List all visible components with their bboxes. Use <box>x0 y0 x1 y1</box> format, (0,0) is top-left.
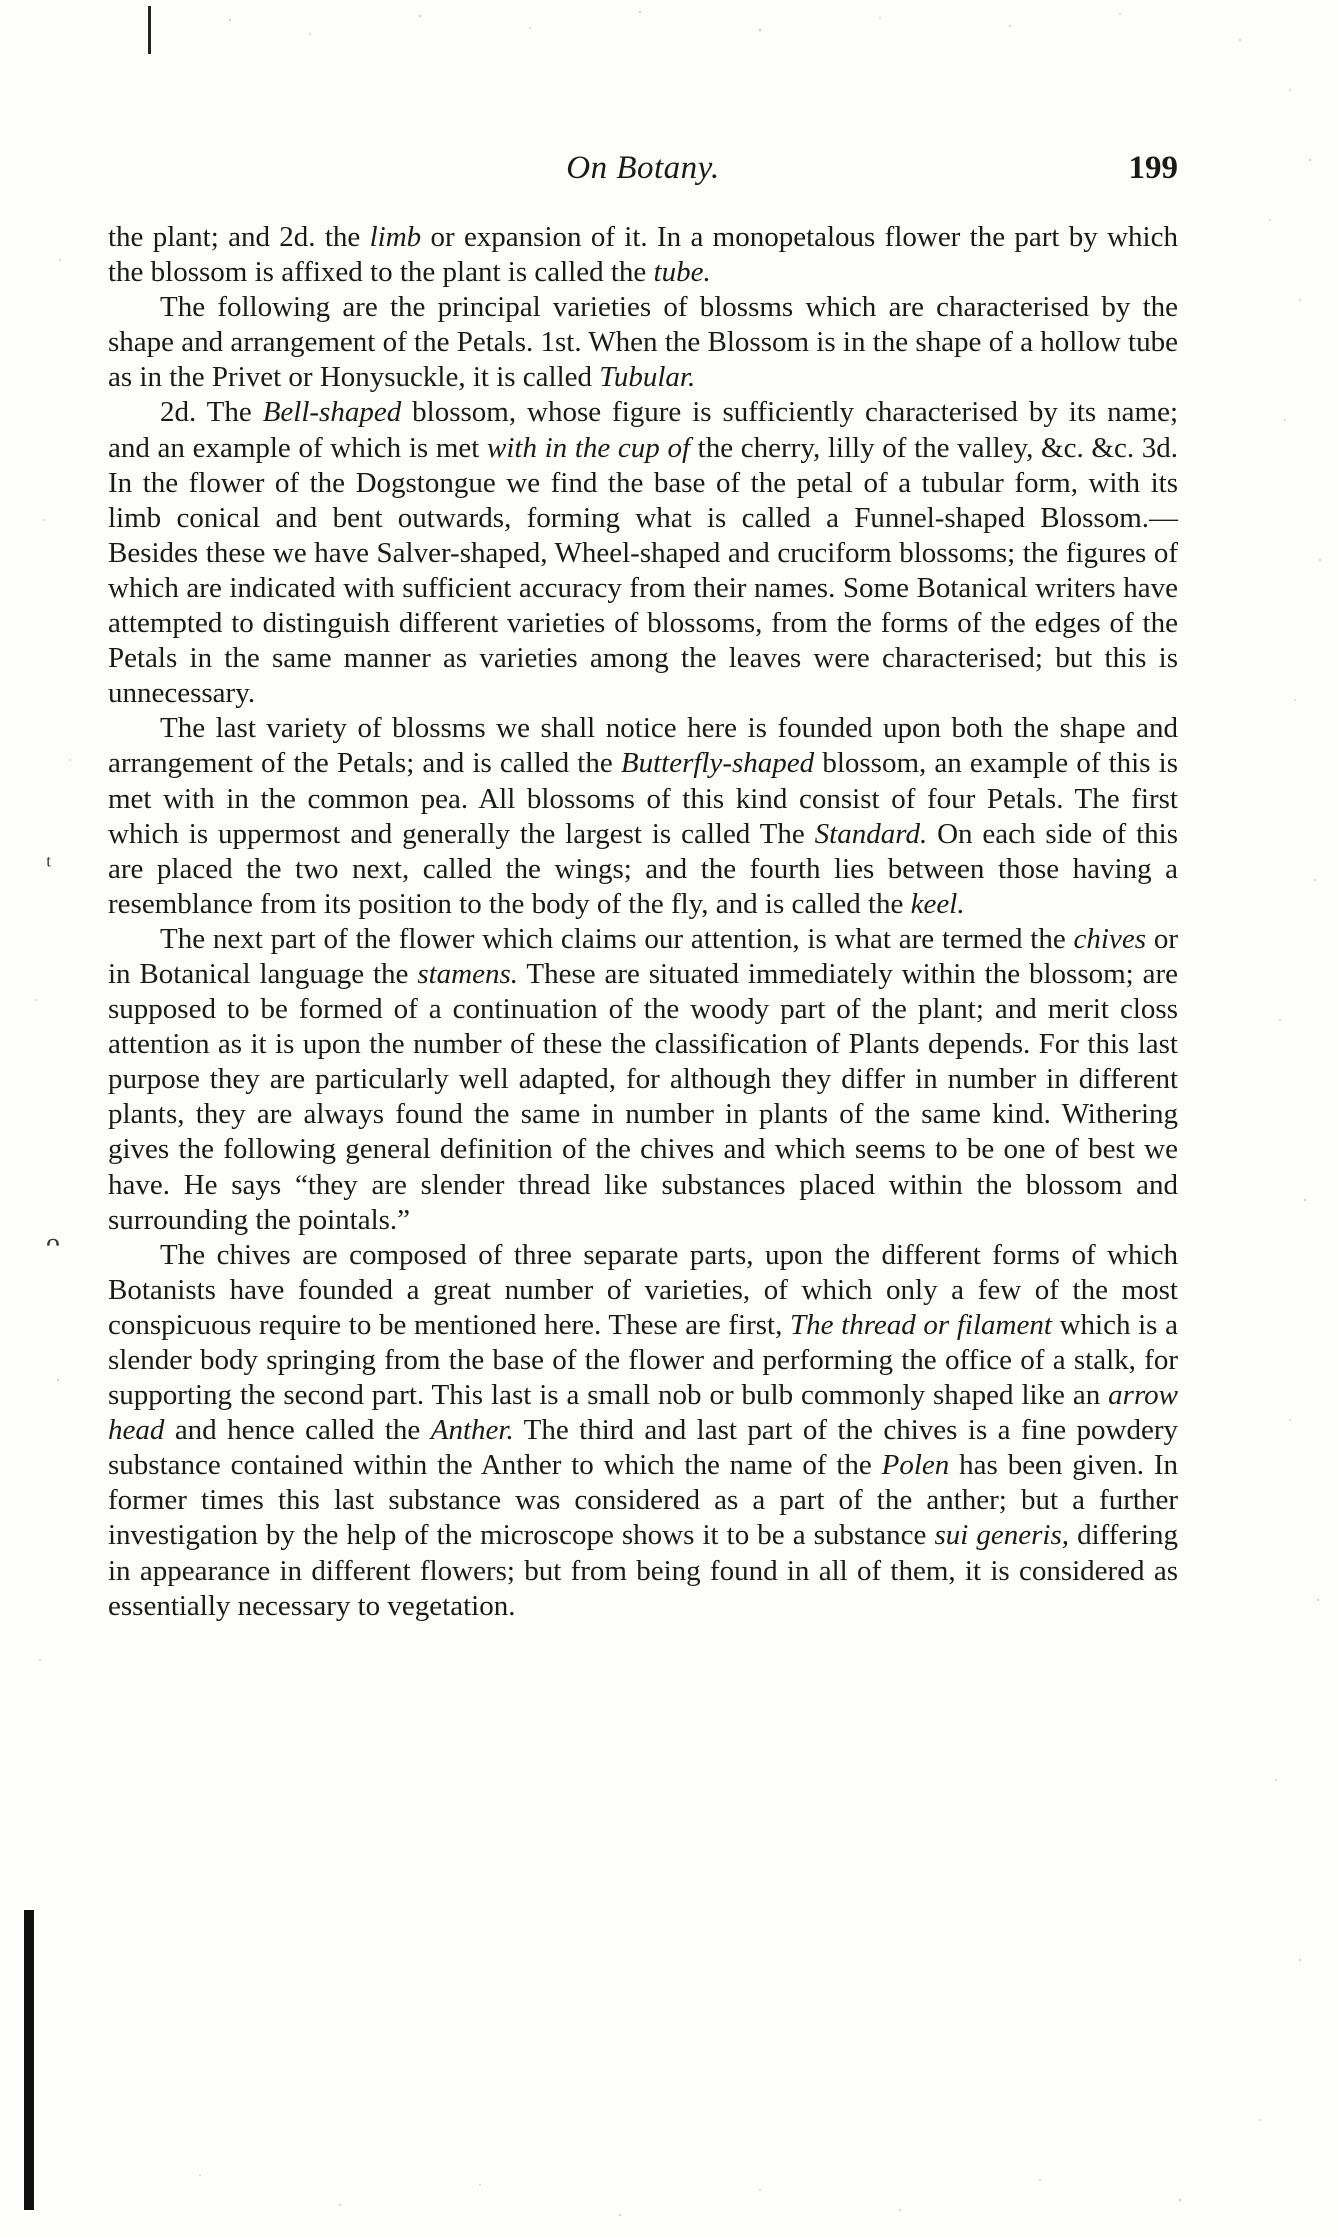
italic-text: tube. <box>653 256 711 289</box>
running-head: On Botany. <box>566 150 720 186</box>
paragraph <box>108 1238 1178 1624</box>
paragraph <box>108 395 1178 711</box>
italic-text: Butterfly-shaped <box>620 747 815 780</box>
text-run: The chives are composed of three separate parts, upon the different forms of which Botanists have founded a great number of varieties, of which only a few of the most conspicuous require to be mentioned here. These are first, <box>108 1238 1178 1341</box>
italic-text: Anther. <box>430 1414 514 1447</box>
text-run: 2d. The <box>160 396 263 429</box>
page-header <box>108 150 1178 200</box>
margin-mark: ᴖ <box>46 1228 60 1259</box>
text-run: blossom, whose figure is sufficiently characterised by its name; and an example of which is met <box>108 396 1178 464</box>
text-run: or in Botanical language the <box>108 922 1178 990</box>
text-run: blossom, an example of this is met with in the common pea. All blossoms of this kind consist of four Petals. The first which is uppermost and generally the largest is called The <box>108 747 1179 850</box>
italic-text: Standard. <box>814 817 928 850</box>
text-run: and hence called the <box>164 1414 431 1447</box>
paragraph <box>108 290 1178 395</box>
text-run: differing in appearance in different flowers; but from being found in all of them, it is considered as essentially necessary to vegetation. <box>108 1519 1178 1622</box>
text-run: The next part of the flower which claims our attention, is what are termed the <box>160 922 1074 955</box>
text-run: The third and last part of the chives is a fine powdery substance contained within the Anther to which the name of the <box>108 1414 1178 1482</box>
italic-text: Polen <box>881 1449 950 1482</box>
italic-text: Tubular. <box>599 361 696 394</box>
italic-text: chives <box>1073 922 1147 955</box>
italic-text: limb <box>369 221 422 253</box>
italic-text: arrow head <box>108 1379 1178 1447</box>
text-run: which is a slender body springing from the base of the flower and performing the office of a stalk, for supporting the second part. This last is a small nob or bulb commonly shaped like an <box>108 1308 1178 1412</box>
italic-text: keel. <box>910 887 965 920</box>
body-text <box>108 220 1178 1624</box>
text-run: has been given. In former times this last substance was considered as a part of the anther; but a further investigation by the help of the microscope shows it to be a substance <box>108 1449 1178 1552</box>
italic-text: sui generis, <box>934 1519 1069 1552</box>
italic-text: with in the cup of <box>486 431 691 464</box>
binding-edge-bar <box>24 1910 34 2210</box>
text-run: The following are the principal varieties of blossms which are characterised by the shape and arrangement of the Petals. 1st. When the Blossom is in the shape of a hollow tube as in the Privet or Honysuckle, it is called <box>108 291 1178 394</box>
scan-artifact-mark <box>148 6 151 54</box>
text-run: The last variety of blossms we shall notice here is founded upon both the shape and arrangement of the Petals; and is called the <box>108 712 1178 780</box>
text-run: the cherry, lilly of the valley, &c. &c. 3d. In the flower of the Dogstongue we find the base of the petal of a tubular form, with its limb conical and bent outwards, forming what is called a Funnel-shaped Blossom.—Besides these we have Salver-shaped, Wheel-shaped and cruciform blossoms; the figures of which are indicated with sufficient accuracy from their names. Some Botanical writers have attempted to distinguish different varieties of blossoms, from the forms of the edges of the Petals in the same manner as varieties among the leaves were characterised; but this is unnecessary. <box>108 431 1178 710</box>
text-run: the plant; and 2d. the <box>108 221 370 253</box>
page-number: 199 <box>1128 150 1178 186</box>
italic-text: stamens. <box>417 957 519 990</box>
italic-text: The thread or filament <box>789 1308 1052 1341</box>
margin-mark: ᵗ <box>46 850 52 881</box>
text-run: or expansion of it. In a monopetalous flower the part by which the blossom is affixed to the plant is called the <box>108 221 1178 289</box>
paragraph <box>108 220 1178 290</box>
text-run: These are situated immediately within the blossom; are supposed to be formed of a continuation of the woody part of the plant; and merit closs attention as it is upon the number of these the classification of Plants depends. For this last purpose they are particularly well adapted, for although they differ in number in different plants, they are always found the same in number in plants of the same kind. Withering gives the following general definition of the chives and which seems to be one of best we have. He says “they are slender thread like substances placed within the blossom and surrounding the pointals.” <box>108 957 1178 1236</box>
paragraph <box>108 711 1178 922</box>
text-run: On each side of this are placed the two next, called the wings; and the fourth lies between those having a resemblance from its position to the body of the fly, and is called the <box>108 817 1178 920</box>
paragraph <box>108 922 1178 1238</box>
italic-text: Bell-shaped <box>262 396 402 429</box>
